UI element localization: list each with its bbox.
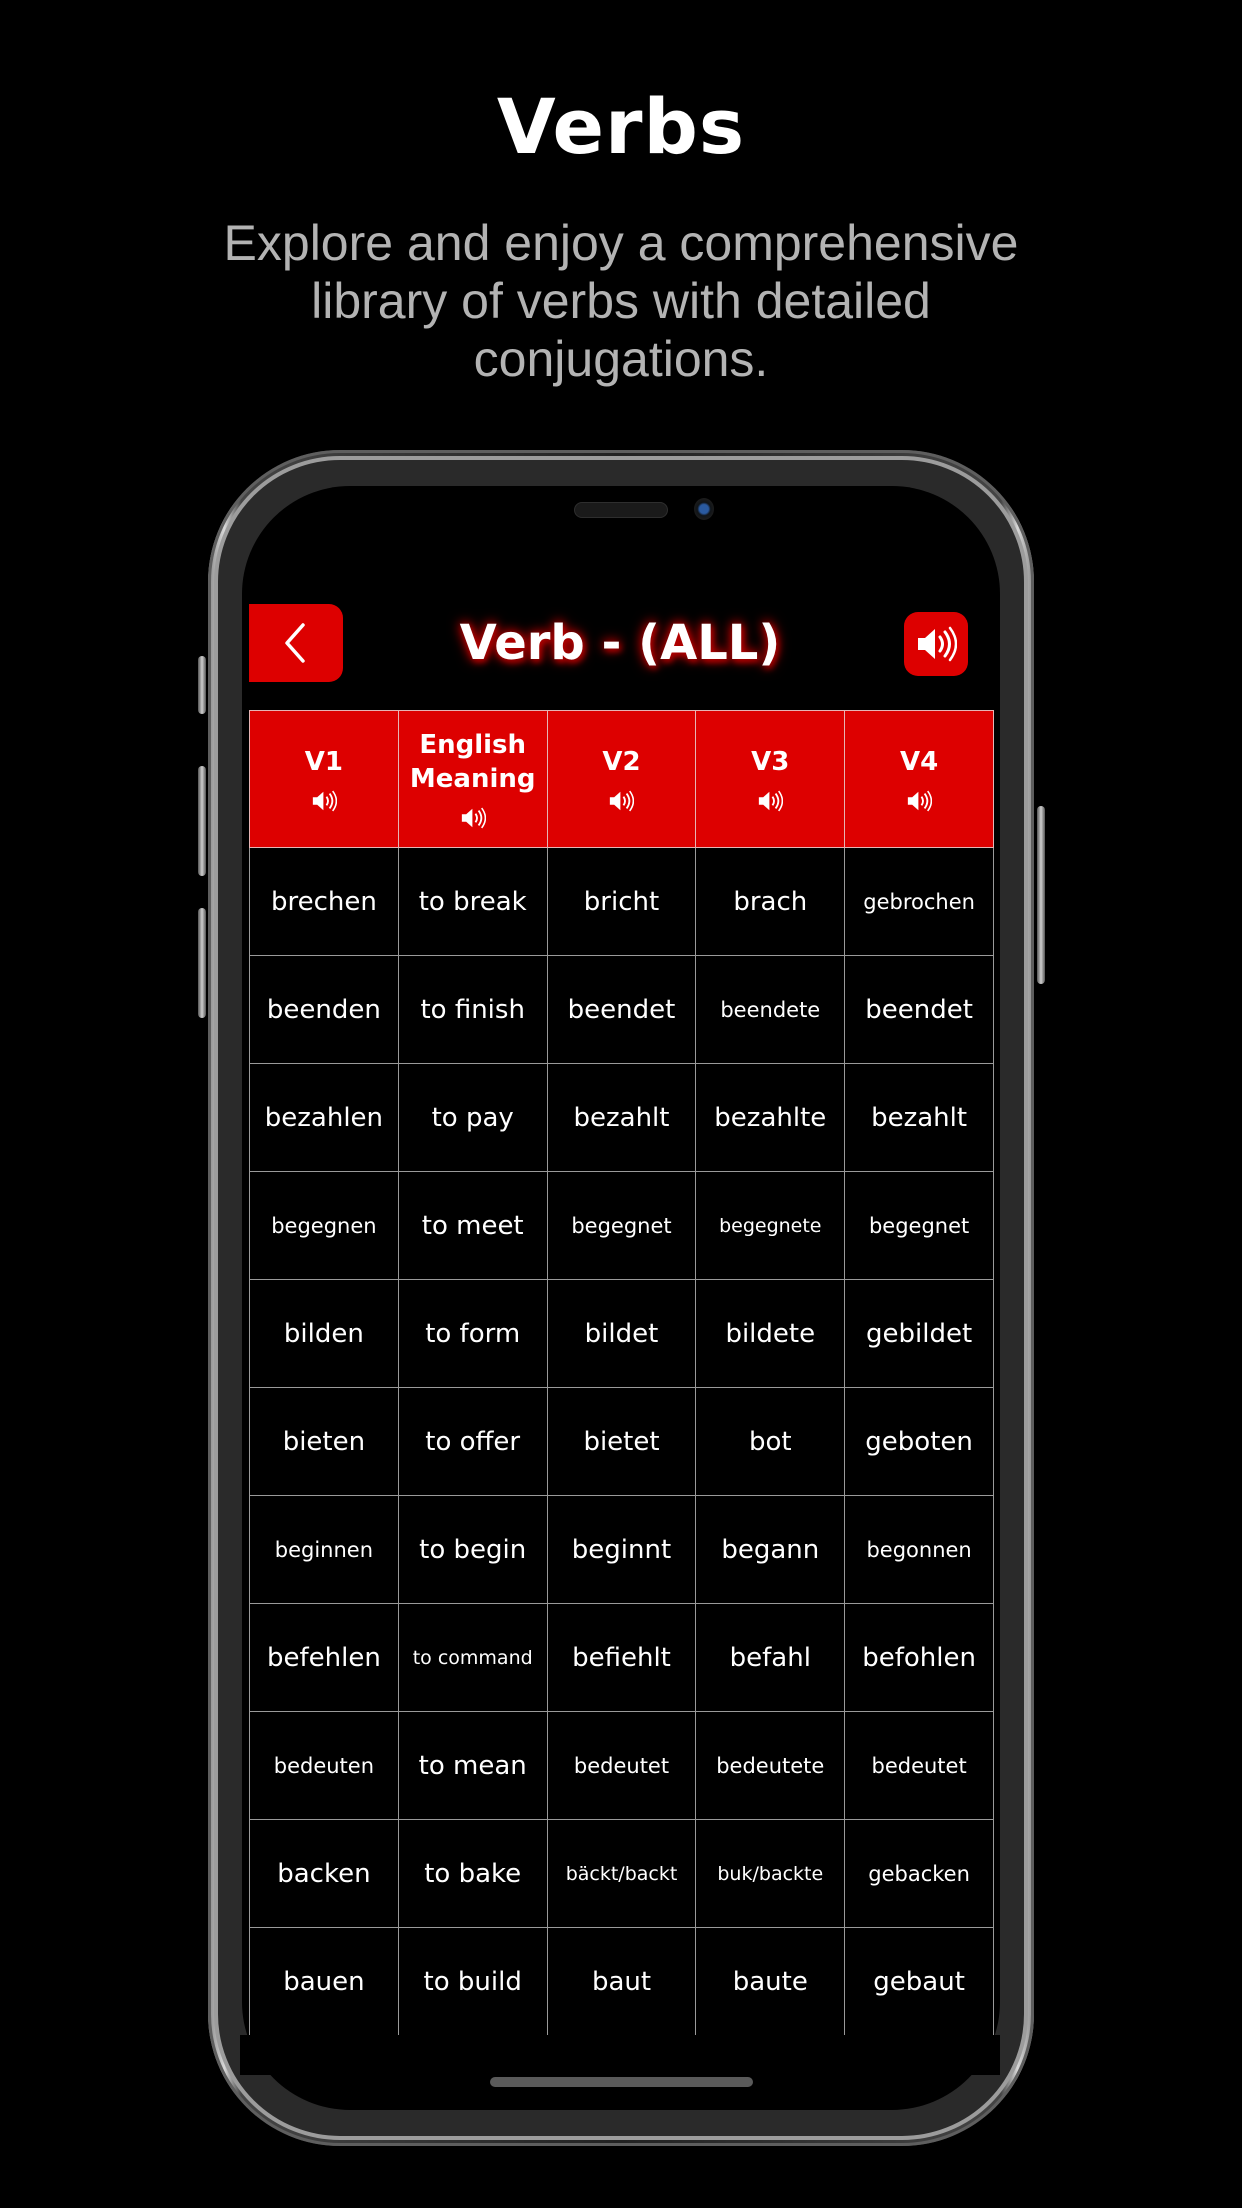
cell-v3[interactable]: buk/backte [696, 1820, 845, 1928]
cell-v2[interactable]: befiehlt [547, 1604, 696, 1712]
home-indicator[interactable] [490, 2077, 753, 2087]
column-header-english-meaning [398, 711, 547, 848]
cell-english-meaning[interactable]: to meet [398, 1172, 547, 1280]
table-row[interactable] [250, 1928, 994, 2036]
speaker-icon[interactable] [906, 789, 932, 813]
column-label: V1 [304, 747, 343, 777]
speaker-icon[interactable] [460, 806, 486, 830]
cell-v4[interactable]: gebaut [845, 1928, 994, 2036]
cell-english-meaning[interactable]: to form [398, 1280, 547, 1388]
screen-title: Verb - (ALL) [459, 615, 781, 671]
table-row[interactable] [250, 1712, 994, 1820]
column-header-v1 [250, 711, 399, 848]
table-row[interactable] [250, 1280, 994, 1388]
cell-english-meaning[interactable]: to bake [398, 1820, 547, 1928]
column-label: V2 [602, 747, 641, 777]
cell-english-meaning[interactable]: to pay [398, 1064, 547, 1172]
column-header-v4 [845, 711, 994, 848]
cell-english-meaning[interactable]: to break [398, 848, 547, 956]
speaker-icon[interactable] [757, 789, 783, 813]
cell-english-meaning[interactable]: to build [398, 1928, 547, 2036]
cell-english-meaning[interactable]: to offer [398, 1388, 547, 1496]
cell-v1[interactable]: begegnen [250, 1172, 399, 1280]
cell-v3[interactable]: bildete [696, 1280, 845, 1388]
cell-v2[interactable]: bricht [547, 848, 696, 956]
cell-v2[interactable]: bietet [547, 1388, 696, 1496]
table-clip [240, 2035, 1000, 2075]
cell-v2[interactable]: bedeutet [547, 1712, 696, 1820]
cell-english-meaning[interactable]: to mean [398, 1712, 547, 1820]
speaker-icon[interactable] [608, 789, 634, 813]
cell-v3[interactable]: bot [696, 1388, 845, 1496]
cell-v4[interactable]: gebildet [845, 1280, 994, 1388]
column-header-v2 [547, 711, 696, 848]
cell-v4[interactable]: bedeutet [845, 1712, 994, 1820]
cell-v4[interactable]: begonnen [845, 1496, 994, 1604]
phone-power-button [1037, 806, 1045, 984]
cell-v1[interactable]: befehlen [250, 1604, 399, 1712]
column-label: V3 [751, 747, 790, 777]
phone-volume-up-button [198, 766, 206, 876]
cell-v4[interactable]: geboten [845, 1388, 994, 1496]
cell-v1[interactable]: bedeuten [250, 1712, 399, 1820]
table-row[interactable] [250, 1604, 994, 1712]
cell-v1[interactable]: beginnen [250, 1496, 399, 1604]
cell-english-meaning[interactable]: to begin [398, 1496, 547, 1604]
cell-v4[interactable]: gebacken [845, 1820, 994, 1928]
play-all-sound-button[interactable] [904, 612, 968, 676]
cell-v2[interactable]: beginnt [547, 1496, 696, 1604]
cell-english-meaning[interactable]: to finish [398, 956, 547, 1064]
chevron-left-icon [281, 621, 311, 665]
cell-v1[interactable]: brechen [250, 848, 399, 956]
column-label: V4 [899, 747, 939, 777]
earpiece-speaker [574, 502, 668, 518]
table-row[interactable] [250, 1820, 994, 1928]
cell-v1[interactable]: bauen [250, 1928, 399, 2036]
verb-table [249, 710, 994, 2036]
cell-v4[interactable]: gebrochen [845, 848, 994, 956]
back-button[interactable] [249, 604, 343, 682]
phone-volume-down-button [198, 908, 206, 1018]
cell-v1[interactable]: bieten [250, 1388, 399, 1496]
cell-v3[interactable]: brach [696, 848, 845, 956]
table-row[interactable] [250, 956, 994, 1064]
cell-v1[interactable]: bezahlen [250, 1064, 399, 1172]
table-row[interactable] [250, 1172, 994, 1280]
cell-v2[interactable]: bildet [547, 1280, 696, 1388]
cell-v3[interactable]: bezahlte [696, 1064, 845, 1172]
table-row[interactable] [250, 1388, 994, 1496]
table-row[interactable] [250, 1064, 994, 1172]
cell-v1[interactable]: backen [250, 1820, 399, 1928]
cell-english-meaning[interactable]: to command [398, 1604, 547, 1712]
cell-v2[interactable]: bäckt/backt [547, 1820, 696, 1928]
hero-subtitle: Explore and enjoy a comprehensive library of verbs with detailed conjugations. [223, 215, 1019, 387]
speaker-icon [915, 626, 957, 662]
cell-v4[interactable]: beendet [845, 956, 994, 1064]
cell-v3[interactable]: beendete [696, 956, 845, 1064]
cell-v2[interactable]: bezahlt [547, 1064, 696, 1172]
column-label: English Meaning [409, 730, 536, 794]
cell-v3[interactable]: begann [696, 1496, 845, 1604]
phone-mute-switch [198, 656, 206, 714]
cell-v2[interactable]: beendet [547, 956, 696, 1064]
cell-v2[interactable]: begegnet [547, 1172, 696, 1280]
speaker-icon[interactable] [311, 789, 337, 813]
front-camera [694, 498, 714, 520]
cell-v1[interactable]: bilden [250, 1280, 399, 1388]
cell-v3[interactable]: befahl [696, 1604, 845, 1712]
cell-v4[interactable]: begegnet [845, 1172, 994, 1280]
cell-v2[interactable]: baut [547, 1928, 696, 2036]
cell-v3[interactable]: baute [696, 1928, 845, 2036]
cell-v4[interactable]: bezahlt [845, 1064, 994, 1172]
cell-v3[interactable]: begegnete [696, 1172, 845, 1280]
column-header-v3 [696, 711, 845, 848]
cell-v4[interactable]: befohlen [845, 1604, 994, 1712]
cell-v3[interactable]: bedeutete [696, 1712, 845, 1820]
table-header-row [250, 711, 994, 848]
hero-title: Verbs [496, 82, 746, 171]
table-row[interactable] [250, 1496, 994, 1604]
table-row[interactable] [250, 848, 994, 956]
cell-v1[interactable]: beenden [250, 956, 399, 1064]
